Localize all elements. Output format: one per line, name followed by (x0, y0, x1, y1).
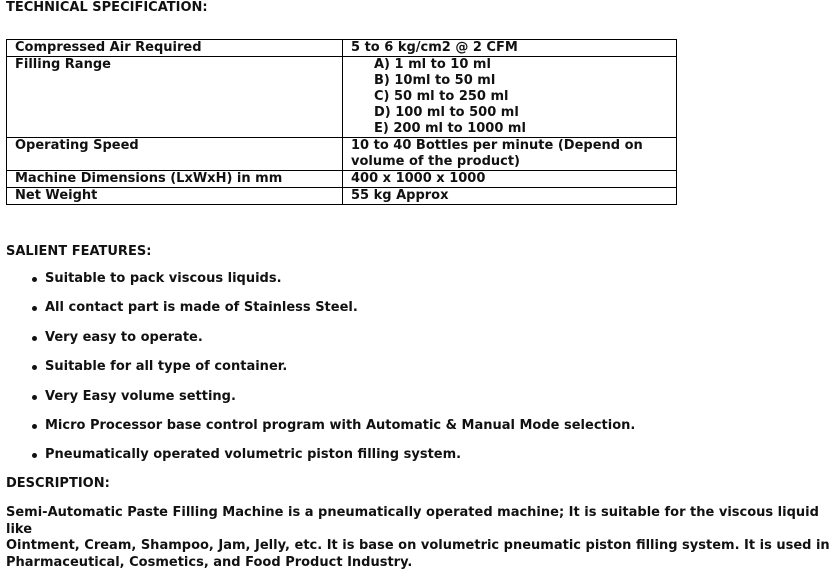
spec-value-line: volume of the product) (351, 154, 676, 170)
table-row (7, 57, 677, 138)
list-item: Micro Processor base control program with Automatic & Manual Mode selection. (0, 417, 635, 446)
list-item: All contact part is made of Stainless Steel. (0, 299, 635, 328)
spec-label: Net Weight (7, 188, 343, 205)
list-item: Suitable to pack viscous liquids. (0, 270, 635, 299)
description-line: Semi-Automatic Paste Filling Machine is a pneumatically operated machine; It is suitable for the viscous liquid like (6, 505, 836, 538)
spec-value-operating-speed (343, 138, 677, 171)
list-item: Very easy to operate. (0, 329, 635, 358)
spec-table (6, 39, 677, 205)
list-item: Pneumatically operated volumetric piston filling system. (0, 446, 635, 475)
range-item: D) 100 ml to 500 ml (374, 105, 676, 121)
features-list (0, 270, 635, 476)
spec-value-filling-range (343, 57, 677, 138)
range-item: B) 10ml to 50 ml (374, 73, 676, 89)
spec-label: Compressed Air Required (7, 40, 343, 57)
spec-value-line: 10 to 40 Bottles per minute (Depend on (351, 138, 676, 154)
tech-spec-heading: TECHNICAL SPECIFICATION: (6, 0, 208, 16)
spec-label: Operating Speed (7, 138, 343, 171)
description-text (6, 505, 836, 571)
range-item: C) 50 ml to 250 ml (374, 89, 676, 105)
list-item: Suitable for all type of container. (0, 358, 635, 387)
list-item: Very Easy volume setting. (0, 388, 635, 417)
spec-value: 5 to 6 kg/cm2 @ 2 CFM (343, 40, 677, 57)
description-heading: DESCRIPTION: (6, 476, 110, 492)
table-row (7, 40, 677, 57)
filling-range-list (351, 57, 676, 137)
table-row (7, 171, 677, 188)
spec-label: Filling Range (7, 57, 343, 138)
features-heading: SALIENT FEATURES: (6, 244, 151, 260)
spec-value: 400 x 1000 x 1000 (343, 171, 677, 188)
description-line: Pharmaceutical, Cosmetics, and Food Product Industry. (6, 555, 836, 571)
range-item: A) 1 ml to 10 ml (374, 57, 676, 73)
range-item: E) 200 ml to 1000 ml (374, 121, 676, 137)
table-row (7, 138, 677, 171)
spec-value: 55 kg Approx (343, 188, 677, 205)
table-row (7, 188, 677, 205)
description-line: Ointment, Cream, Shampoo, Jam, Jelly, etc. It is base on volumetric pneumatic piston filling system. It is used in (6, 538, 836, 555)
spec-label: Machine Dimensions (LxWxH) in mm (7, 171, 343, 188)
